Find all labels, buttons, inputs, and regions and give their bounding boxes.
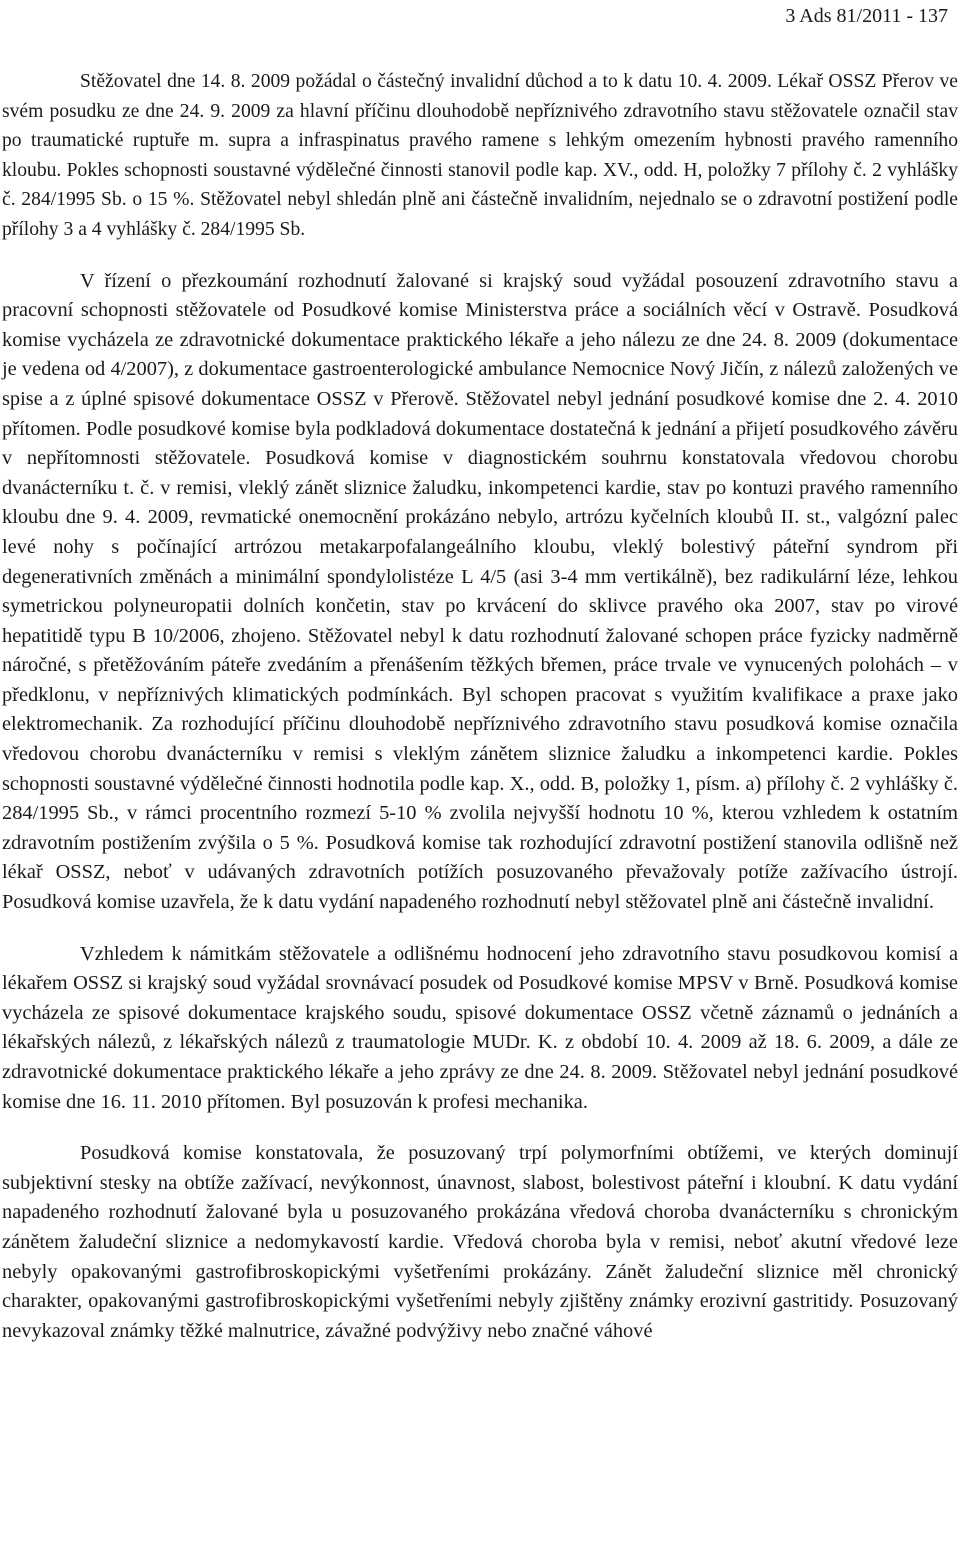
page-reference: 3 Ads 81/2011 - 137 xyxy=(785,5,948,27)
paragraph-2: V řízení o přezkoumání rozhodnutí žalované si krajský soud vyžádal posouzení zdravotního stavu a pracovní schopnosti stěžovatele od Posudkové komise Ministerstva práce a sociálních věcí v Ostravě. Posudková komise vycházela ze zdravotnické dokumentace praktického lékaře a jeho nálezu ze dne 24. 8. 2009 (dokumentace je vedena od 4/2007), z dokumentace gastroenterologické ambulance Nemocnice Nový Jičín, z nálezů založených ve spise a z úplné spisové dokumentace OSSZ v Přerově. Stěžovatel nebyl jednání posudkové komise dne 2. 4. 2010 přítomen. Podle posudkové komise byla podkladová dokumentace dostatečná k jednání a přijetí posudkového závěru v nepřítomnosti stěžovatele. Posudková komise v diagnostickém souhrnu konstatovala vředovou chorobu dvanácterníku t. č. v remisi, vleklý zánět sliznice žaludku, inkompetenci kardie, stav po kontuzi pravého ramenního kloubu dne 9. 4. 2009, revmatické onemocnění prokázáno nebylo, artrózu kyčelních kloubů II. st., valgózní palec levé nohy s počínající artrózou metakarpofalangeálního kloubu, vleklý bolestivý páteřní syndrom při degenerativních změnách a minimální spondylolistéze L 4/5 (asi 3-4 mm vertikálně), bez radikulární léze, lehkou symetrickou polyneuropatii dolních končetin, stav po krvácení do sklivce pravého oka 2007, stav po virové hepatitidě typu B 10/2006, zhojeno. Stěžovatel nebyl k datu rozhodnutí žalované schopen práce fyzicky nadměrně náročné, s přetěžováním páteře zvedáním a přenášením těžkých břemen, práce trvale ve vynucených polohách – v předklonu, v nepříznivých klimatických podmínkách. Byl schopen pracovat s využitím kvalifikace a praxe jako elektromechanik. Za rozhodující příčinu dlouhodobě nepříznivého zdravotního stavu posudková komise označila vředovou chorobu dvanácterníku v remisi s vleklým zánětem sliznice žaludku a inkompetenci kardie. Pokles schopnosti soustavné výdělečné činnosti hodnotila podle kap. X., odd. B, položky 1, písm. a) přílohy č. 2 vyhlášky č. 284/1995 Sb., v rámci procentního rozmezí 5-10 % zvolila nejvyšší hodnotu 10 %, kterou vzhledem k ostatním zdravotním postižením zvýšila o 5 %. Posudková komise tak rozhodující zdravotní postižení stanovila odlišně než lékař OSSZ, neboť v udávaných zdravotních potížích posuzovaného převažovaly potíže zažívacího ústrojí. Posudková komise uzavřela, že k datu vydání napadeného rozhodnutí nebyl stěžovatel plně ani částečně invalidní. xyxy=(2,269,958,914)
paragraph-3: Vzhledem k námitkám stěžovatele a odlišnému hodnocení jeho zdravotního stavu posudkovou komisí a lékařem OSSZ si krajský soud vyžádal srovnávací posudek od Posudkové komise MPSV v Brně. Posudková komise vycházela ze spisové dokumentace krajského soudu, spisové dokumentace OSSZ včetně záznamů o jednáních a lékařských nálezů, z lékařských nálezů z traumatologie MUDr. K. z období 10. 4. 2009 až 18. 6. 2009, a dále ze zdravotnické dokumentace praktického lékaře a jeho zprávy ze dne 24. 8. 2009. Stěžovatel nebyl jednání posudkové komise dne 16. 11. 2010 přítomen. Byl posuzován k profesi mechanika. xyxy=(2,942,958,1113)
document-body xyxy=(2,67,958,1346)
paragraph-4: Posudková komise konstatovala, že posuzovaný trpí polymorfními obtížemi, ve kterých dominují subjektivní stesky na obtíže zažívací, nevýkonnost, únavnost, slabost, bolestivost páteřní i kloubní. K datu vydání napadeného rozhodnutí žalované byla u posuzovaného prokázána vředová choroba dvanácterníku s chronickým zánětem žaludeční sliznice a nedomykavostí kardie. Vředová choroba byla v remisi, neboť akutní vředové leze nebyly opakovanými gastrofibroskopickými vyšetřeními prokázány. Zánět žaludeční sliznice měl chronický charakter, opakovanými gastrofibroskopickými vyšetřeními nebyly zjištěny známky erozivní gastritidy. Posuzovaný nevykazoval známky těžké malnutrice, závažné podvýživy nebo značné váhové xyxy=(2,1142,958,1342)
paragraph-1: Stěžovatel dne 14. 8. 2009 požádal o částečný invalidní důchod a to k datu 10. 4. 2009. Lékař OSSZ Přerov ve svém posudku ze dne 24. 9. 2009 za hlavní příčinu dlouhodobě nepříznivého zdravotního stavu stěžovatele označil stav po traumatické ruptuře m. supra a infraspinatus pravého ramene s lehkým omezením hybnosti pravého ramenního kloubu. Pokles schopnosti soustavné výdělečné činnosti stanovil podle kap. XV., odd. H, položky 7 přílohy č. 2 vyhlášky č. 284/1995 Sb. o 15 %. Stěžovatel nebyl shledán plně ani částečně invalidním, nejednalo se o zdravotní postižení podle přílohy 3 a 4 vyhlášky č. 284/1995 Sb. xyxy=(2,71,958,240)
